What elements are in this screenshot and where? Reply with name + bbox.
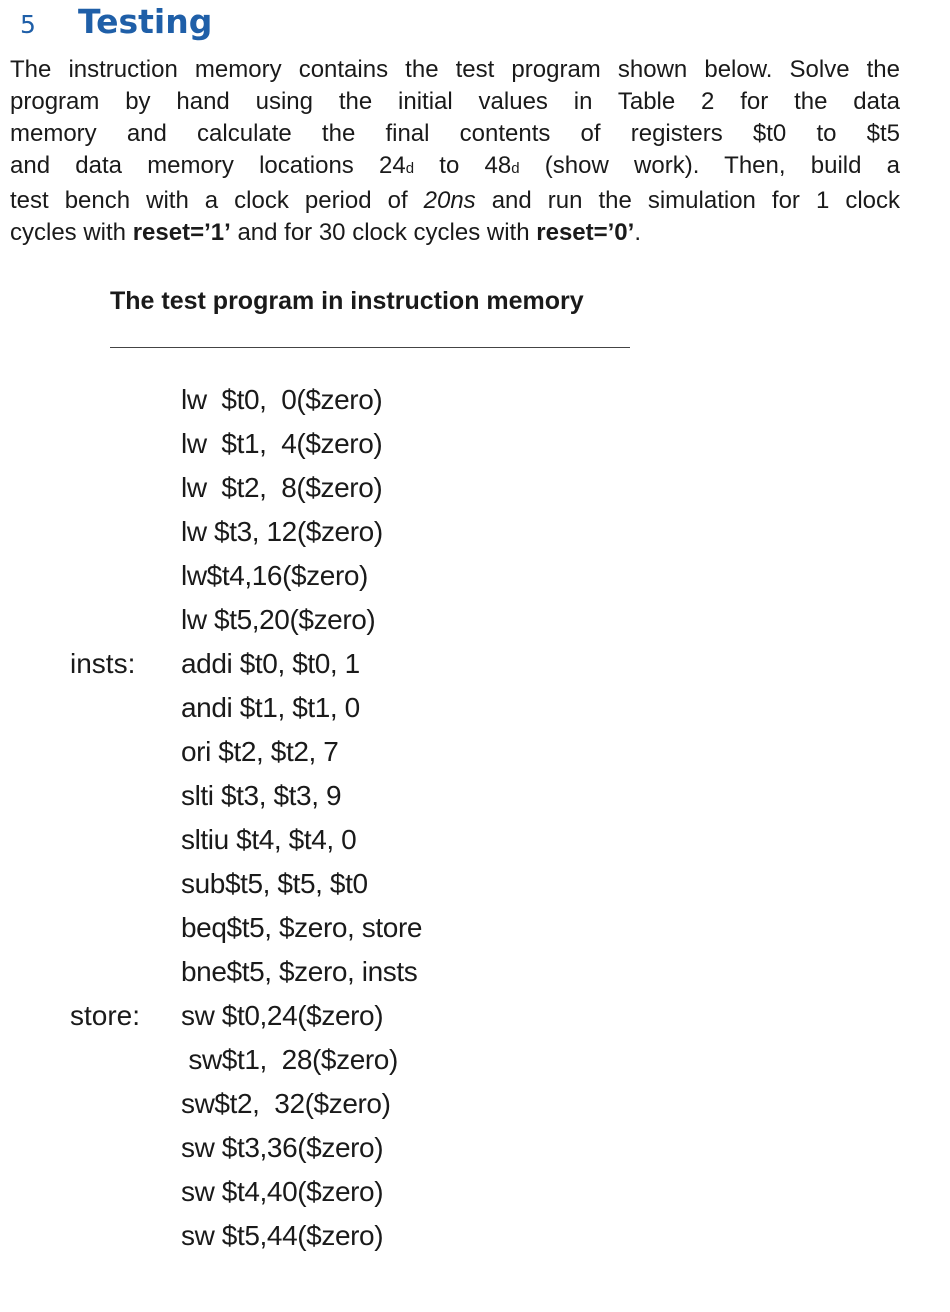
program-line — [0, 1214, 950, 1258]
program-label: store: — [70, 1000, 141, 1031]
program-line — [0, 642, 950, 686]
paragraph-text: and data memory locations 24 — [10, 152, 406, 179]
program-line — [0, 1038, 950, 1082]
paragraph-text: and for 30 clock cycles with — [230, 219, 537, 246]
program-line — [0, 818, 950, 862]
paragraph-text: cycles with — [10, 219, 133, 246]
paragraph-text: test bench with a clock period of — [10, 187, 424, 214]
program-line — [0, 686, 950, 730]
program-instruction: lw $t1, 4($zero) — [181, 428, 383, 459]
paragraph-line: memory and calculate the final contents of registers $t0 to $t5 — [10, 120, 900, 147]
program-line — [0, 950, 950, 994]
section-number: 5 — [20, 10, 36, 39]
program-instruction: lw $t0, 0($zero) — [181, 384, 383, 415]
paragraph-text: . — [634, 219, 641, 246]
program-line — [0, 466, 950, 510]
paragraph-line — [10, 217, 900, 249]
program-instruction: sw$t2, 32($zero) — [181, 1088, 391, 1119]
program-instruction: beq$t5, $zero, store — [181, 912, 423, 943]
program-line — [0, 554, 950, 598]
program-instruction: sw $t3,36($zero) — [181, 1132, 384, 1163]
program-line — [0, 510, 950, 554]
program-instruction: slti $t3, $t3, 9 — [181, 780, 342, 811]
program-instruction: lw$t4,16($zero) — [181, 560, 368, 591]
program-instruction: ori $t2, $t2, 7 — [181, 736, 339, 767]
program-line — [0, 1082, 950, 1126]
program-line — [0, 994, 950, 1038]
paragraph-line — [10, 185, 900, 217]
program-instruction: sw $t0,24($zero) — [181, 1000, 384, 1031]
reset-low: reset=’0’ — [536, 219, 635, 246]
program-listing — [0, 378, 950, 1258]
paragraph-line — [10, 150, 900, 185]
program-line — [0, 378, 950, 422]
subscript-d: d — [405, 160, 415, 177]
program-line — [0, 862, 950, 906]
program-label: insts: — [70, 648, 136, 679]
program-line — [0, 1126, 950, 1170]
program-line — [0, 598, 950, 642]
clock-period: 20ns — [423, 187, 476, 214]
section-heading — [20, 2, 212, 42]
program-instruction: sw $t4,40($zero) — [181, 1176, 384, 1207]
program-instruction: lw $t2, 8($zero) — [181, 472, 383, 503]
paragraph-text: (show work). Then, build a — [519, 152, 901, 179]
program-instruction: sw $t5,44($zero) — [181, 1220, 384, 1251]
program-instruction: sub$t5, $t5, $t0 — [181, 868, 368, 899]
program-instruction: sltiu $t4, $t4, 0 — [181, 824, 357, 855]
caption-rule — [110, 347, 630, 348]
instructions-paragraph — [10, 54, 900, 249]
program-instruction: lw $t5,20($zero) — [181, 604, 376, 635]
program-caption: The test program in instruction memory — [110, 287, 584, 315]
paragraph-text: to 48 — [414, 152, 512, 179]
program-line — [0, 1170, 950, 1214]
program-instruction: addi $t0, $t0, 1 — [181, 648, 360, 679]
program-instruction: sw$t1, 28($zero) — [181, 1044, 398, 1075]
program-line — [0, 906, 950, 950]
reset-high: reset=’1’ — [132, 219, 231, 246]
program-line — [0, 730, 950, 774]
paragraph-line: program by hand using the initial values in Table 2 for the data — [10, 88, 900, 115]
subscript-d: d — [511, 160, 520, 177]
program-instruction: bne$t5, $zero, insts — [181, 956, 418, 987]
section-title: Testing — [78, 2, 213, 41]
paragraph-line: The instruction memory contains the test program shown below. Solve the — [10, 56, 900, 83]
program-line — [0, 422, 950, 466]
paragraph-text: and run the simulation for 1 clock — [475, 187, 900, 214]
program-line — [0, 774, 950, 818]
program-instruction: andi $t1, $t1, 0 — [181, 692, 360, 723]
program-instruction: lw $t3, 12($zero) — [181, 516, 383, 547]
